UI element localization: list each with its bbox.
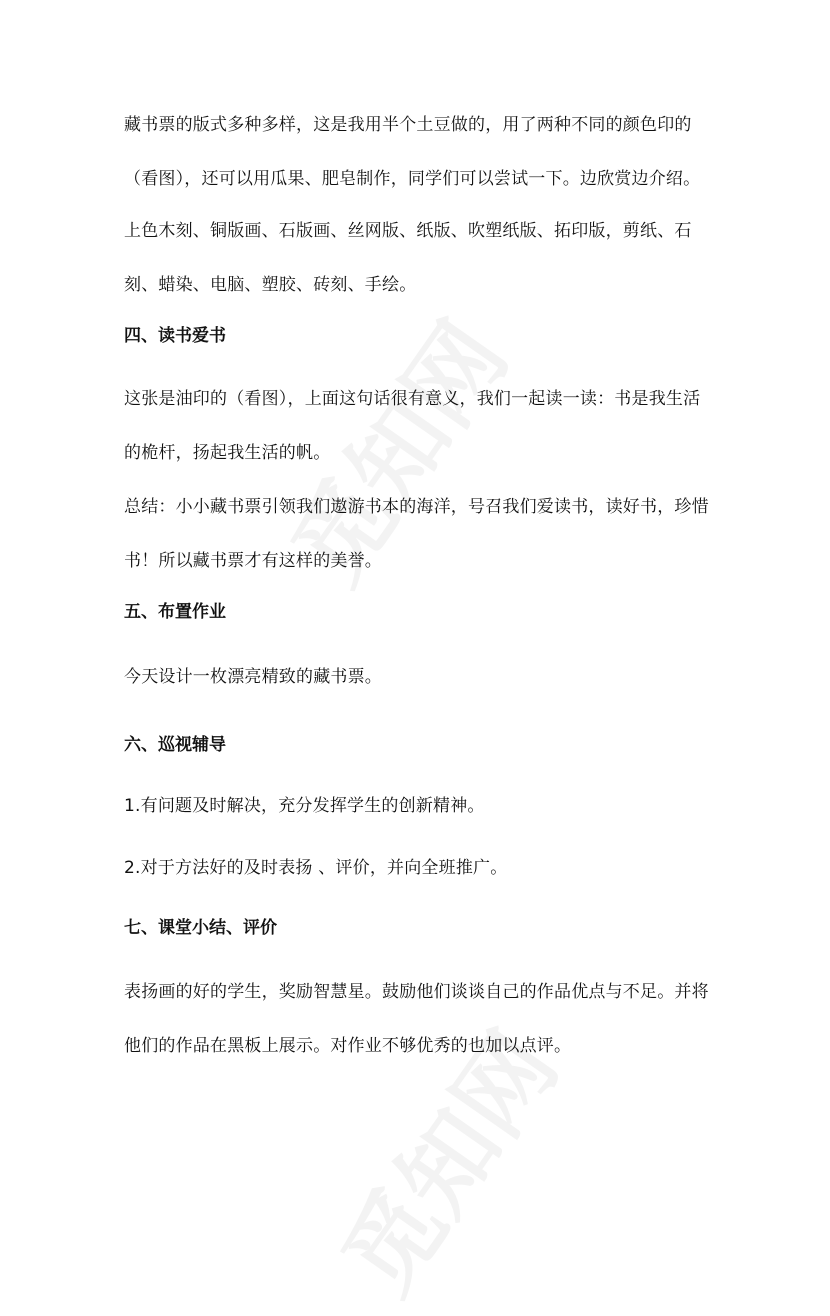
paragraph-guidance-1 [124, 788, 704, 824]
text-line: 总结：小小藏书票引领我们遨游书本的海洋，号召我们爱读书，读好书，珍惜 [124, 497, 709, 517]
section-heading-guidance: 六、巡视辅导 [124, 735, 226, 755]
text-line: 表扬画的好的学生，奖励智慧星。鼓励他们谈谈自己的作品优点与不足。并将 [124, 982, 709, 1002]
text-line: （看图），还可以用瓜果、肥皂制作，同学们可以尝试一下。边欣赏边介绍。 [124, 169, 701, 189]
text-line: 2.对于方法好的及时表扬 、评价，并向全班推广。 [124, 858, 508, 878]
paragraph-oil-print [124, 381, 704, 471]
text-line: 今天设计一枚漂亮精致的藏书票。 [124, 667, 382, 687]
section-heading-homework: 五、布置作业 [124, 602, 226, 622]
section-heading-summary-evaluation: 七、课堂小结、评价 [124, 918, 277, 938]
text-line: 1.有问题及时解决，充分发挥学生的创新精神。 [124, 796, 485, 816]
paragraph-guidance-2 [124, 850, 704, 886]
paragraph-homework [124, 659, 704, 695]
text-line: 他们的作品在黑板上展示。对作业不够优秀的也加以点评。 [124, 1036, 572, 1056]
text-line: 刻、蜡染、电脑、塑胶、砖刻、手绘。 [124, 275, 417, 295]
paragraph-summary [124, 489, 709, 579]
paragraph-printmaking-types [124, 213, 704, 303]
paragraph-bookplate-formats [124, 107, 704, 197]
paragraph-evaluation [124, 974, 709, 1064]
text-line: 上色木刻、铜版画、石版画、丝网版、纸版、吹塑纸版、拓印版，剪纸、石 [124, 221, 692, 241]
text-line: 藏书票的版式多种多样，这是我用半个土豆做的，用了两种不同的颜色印的 [124, 115, 692, 135]
text-line: 的桅杆，扬起我生活的帆。 [124, 443, 331, 463]
text-line: 书！所以藏书票才有这样的美誉。 [124, 551, 382, 571]
text-line: 这张是油印的（看图），上面这句话很有意义，我们一起读一读：书是我生活 [124, 389, 701, 409]
section-heading-read-books: 四、读书爱书 [124, 326, 226, 346]
